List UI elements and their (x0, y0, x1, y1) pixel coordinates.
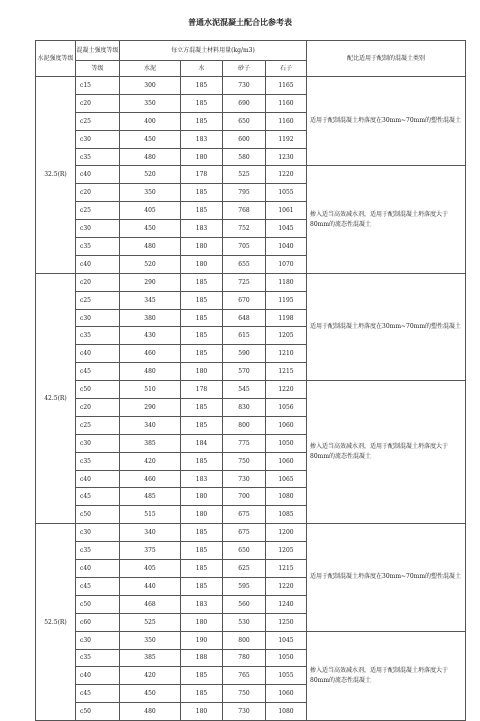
cement-cell: 385 (120, 649, 181, 667)
sand-cell: 750 (223, 685, 266, 703)
stone-cell: 1045 (266, 631, 307, 649)
cement-cell: 520 (120, 255, 181, 273)
cement-cell: 400 (120, 112, 181, 130)
water-cell: 185 (181, 416, 223, 434)
stone-cell: 1215 (266, 560, 307, 578)
grade-cell: c20 (76, 94, 120, 112)
grade-cell: c50 (76, 506, 120, 524)
water-cell: 185 (181, 524, 223, 542)
grade-cell: c45 (76, 363, 120, 381)
sand-cell: 600 (223, 130, 266, 148)
cement-cell: 350 (120, 94, 181, 112)
grade-cell: c20 (76, 184, 120, 202)
cement-cell: 350 (120, 631, 181, 649)
stone-cell: 1050 (266, 434, 307, 452)
grade-cell: c35 (76, 452, 120, 470)
stone-cell: 1160 (266, 94, 307, 112)
cement-cell: 460 (120, 345, 181, 363)
grade-cell: c30 (76, 130, 120, 148)
stone-cell: 1085 (266, 506, 307, 524)
cement-cell: 340 (120, 416, 181, 434)
sand-cell: 795 (223, 184, 266, 202)
water-cell: 185 (181, 345, 223, 363)
sand-cell: 560 (223, 595, 266, 613)
cement-cell: 430 (120, 327, 181, 345)
water-cell: 190 (181, 631, 223, 649)
cement-cell: 300 (120, 77, 181, 95)
cement-cell: 405 (120, 202, 181, 220)
sand-cell: 650 (223, 542, 266, 560)
grade-cell: c40 (76, 667, 120, 685)
cement-cell: 420 (120, 452, 181, 470)
sand-cell: 570 (223, 363, 266, 381)
mix-type-cell: 适用于配制混凝土坍落度在30mm~70mm的塑性混凝土 (307, 524, 466, 631)
cement-cell: 380 (120, 309, 181, 327)
cement-cell: 520 (120, 166, 181, 184)
cement-cell: 515 (120, 506, 181, 524)
stone-cell: 1210 (266, 345, 307, 363)
sand-cell: 768 (223, 202, 266, 220)
cement-strength-cell: 52.5(R) (36, 524, 76, 721)
grade-cell: c15 (76, 77, 120, 95)
sand-cell: 705 (223, 238, 266, 256)
stone-cell: 1055 (266, 184, 307, 202)
water-cell: 184 (181, 434, 223, 452)
stone-cell: 1200 (266, 524, 307, 542)
water-cell: 185 (181, 202, 223, 220)
water-cell: 180 (181, 488, 223, 506)
mix-type-cell: 掺入适当高效减水剂，适用于配制混凝土坍落度大于80mm的流态性混凝土 (307, 631, 466, 720)
stone-cell: 1061 (266, 202, 307, 220)
cement-cell: 405 (120, 560, 181, 578)
water-cell: 183 (181, 220, 223, 238)
water-cell: 180 (181, 363, 223, 381)
header-mix-type: 配比适用于配制的混凝土类别 (307, 41, 466, 77)
stone-cell: 1040 (266, 238, 307, 256)
stone-cell: 1045 (266, 220, 307, 238)
grade-cell: c50 (76, 595, 120, 613)
water-cell: 185 (181, 309, 223, 327)
water-cell: 185 (181, 560, 223, 578)
cement-cell: 450 (120, 685, 181, 703)
stone-cell: 1215 (266, 363, 307, 381)
grade-cell: c35 (76, 649, 120, 667)
grade-cell: c25 (76, 112, 120, 130)
cement-cell: 468 (120, 595, 181, 613)
grade-cell: c25 (76, 291, 120, 309)
sand-cell: 730 (223, 703, 266, 721)
sand-cell: 590 (223, 345, 266, 363)
water-cell: 180 (181, 703, 223, 721)
sand-cell: 580 (223, 148, 266, 166)
stone-cell: 1205 (266, 542, 307, 560)
sand-cell: 730 (223, 470, 266, 488)
grade-cell: c35 (76, 238, 120, 256)
stone-cell: 1065 (266, 470, 307, 488)
grade-cell: c40 (76, 345, 120, 363)
cement-cell: 375 (120, 542, 181, 560)
grade-cell: c40 (76, 255, 120, 273)
water-cell: 185 (181, 327, 223, 345)
cement-cell: 480 (120, 363, 181, 381)
cement-cell: 525 (120, 613, 181, 631)
water-cell: 185 (181, 685, 223, 703)
cement-cell: 480 (120, 148, 181, 166)
grade-cell: c60 (76, 613, 120, 631)
mix-type-cell: 适用于配制混凝土坍落度在30mm~70mm的塑性混凝土 (307, 77, 466, 166)
sand-cell: 800 (223, 631, 266, 649)
stone-cell: 1192 (266, 130, 307, 148)
water-cell: 183 (181, 595, 223, 613)
sand-cell: 725 (223, 273, 266, 291)
stone-cell: 1165 (266, 77, 307, 95)
sand-cell: 525 (223, 166, 266, 184)
cement-cell: 480 (120, 238, 181, 256)
stone-cell: 1220 (266, 577, 307, 595)
grade-cell: c30 (76, 524, 120, 542)
header-materials: 每立方混凝土材料用量(kg/m3) (120, 41, 307, 61)
sand-cell: 700 (223, 488, 266, 506)
header-water: 水 (181, 61, 223, 77)
cement-cell: 460 (120, 470, 181, 488)
sand-cell: 752 (223, 220, 266, 238)
water-cell: 185 (181, 667, 223, 685)
cement-cell: 420 (120, 667, 181, 685)
stone-cell: 1070 (266, 255, 307, 273)
header-sand: 砂子 (223, 61, 266, 77)
grade-cell: c40 (76, 560, 120, 578)
mix-type-cell: 掺入适当高效减水剂，适用于配制混凝土坍落度大于80mm的流态性混凝土 (307, 381, 466, 524)
stone-cell: 1080 (266, 488, 307, 506)
sand-cell: 545 (223, 381, 266, 399)
stone-cell: 1060 (266, 452, 307, 470)
stone-cell: 1220 (266, 381, 307, 399)
water-cell: 180 (181, 238, 223, 256)
table-row (36, 524, 466, 542)
sand-cell: 775 (223, 434, 266, 452)
water-cell: 180 (181, 255, 223, 273)
header-cement-strength: 水泥强度等级 (36, 41, 76, 77)
grade-cell: c35 (76, 542, 120, 560)
table-row (36, 77, 466, 95)
sand-cell: 670 (223, 291, 266, 309)
water-cell: 185 (181, 399, 223, 417)
stone-cell: 1250 (266, 613, 307, 631)
sand-cell: 615 (223, 327, 266, 345)
water-cell: 185 (181, 77, 223, 95)
grade-cell: c50 (76, 381, 120, 399)
grade-cell: c50 (76, 703, 120, 721)
grade-cell: c35 (76, 327, 120, 345)
cement-cell: 440 (120, 577, 181, 595)
grade-cell: c30 (76, 220, 120, 238)
water-cell: 178 (181, 381, 223, 399)
sand-cell: 750 (223, 452, 266, 470)
cement-cell: 485 (120, 488, 181, 506)
sand-cell: 830 (223, 399, 266, 417)
stone-cell: 1230 (266, 148, 307, 166)
water-cell: 185 (181, 291, 223, 309)
stone-cell: 1050 (266, 649, 307, 667)
stone-cell: 1080 (266, 703, 307, 721)
cement-cell: 510 (120, 381, 181, 399)
mix-type-cell: 适用于配制混凝土坍落度在30mm~70mm的塑性混凝土 (307, 273, 466, 380)
sand-cell: 625 (223, 560, 266, 578)
grade-cell: c30 (76, 434, 120, 452)
water-cell: 188 (181, 649, 223, 667)
stone-cell: 1198 (266, 309, 307, 327)
page-title: 普通水泥混凝土配合比参考表 (188, 17, 292, 27)
mix-type-cell: 掺入适当高效减水剂，适用于配制混凝土坍落度大于80mm的流态性混凝土 (307, 166, 466, 273)
stone-cell: 1060 (266, 416, 307, 434)
header-concrete-grade: 混凝土强度等级 (76, 41, 120, 61)
grade-cell: c25 (76, 202, 120, 220)
sand-cell: 800 (223, 416, 266, 434)
stone-cell: 1220 (266, 166, 307, 184)
grade-cell: c45 (76, 685, 120, 703)
sand-cell: 655 (223, 255, 266, 273)
grade-cell: c30 (76, 631, 120, 649)
grade-cell: c25 (76, 416, 120, 434)
cement-cell: 450 (120, 130, 181, 148)
stone-cell: 1056 (266, 399, 307, 417)
stone-cell: 1060 (266, 685, 307, 703)
sand-cell: 765 (223, 667, 266, 685)
header-stone: 石子 (266, 61, 307, 77)
table-row (36, 166, 466, 184)
sand-cell: 530 (223, 613, 266, 631)
grade-cell: c40 (76, 470, 120, 488)
sand-cell: 780 (223, 649, 266, 667)
sand-cell: 648 (223, 309, 266, 327)
grade-cell: c40 (76, 166, 120, 184)
water-cell: 185 (181, 273, 223, 291)
water-cell: 180 (181, 506, 223, 524)
stone-cell: 1240 (266, 595, 307, 613)
stone-cell: 1160 (266, 112, 307, 130)
grade-cell: c20 (76, 273, 120, 291)
water-cell: 185 (181, 452, 223, 470)
grade-cell: c45 (76, 577, 120, 595)
water-cell: 185 (181, 184, 223, 202)
mix-ratio-table (35, 40, 466, 721)
water-cell: 185 (181, 94, 223, 112)
water-cell: 180 (181, 148, 223, 166)
cement-cell: 290 (120, 273, 181, 291)
cement-cell: 345 (120, 291, 181, 309)
table-row (36, 273, 466, 291)
cement-strength-cell: 42.5(R) (36, 273, 76, 523)
water-cell: 185 (181, 542, 223, 560)
cement-strength-cell: 32.5(R) (36, 77, 76, 274)
stone-cell: 1180 (266, 273, 307, 291)
header-grade-sub: 等级 (76, 61, 120, 77)
cement-cell: 450 (120, 220, 181, 238)
sand-cell: 690 (223, 94, 266, 112)
cement-cell: 340 (120, 524, 181, 542)
water-cell: 183 (181, 470, 223, 488)
grade-cell: c35 (76, 148, 120, 166)
cement-cell: 290 (120, 399, 181, 417)
sand-cell: 650 (223, 112, 266, 130)
grade-cell: c20 (76, 399, 120, 417)
sand-cell: 675 (223, 524, 266, 542)
stone-cell: 1195 (266, 291, 307, 309)
water-cell: 185 (181, 112, 223, 130)
cement-cell: 385 (120, 434, 181, 452)
grade-cell: c30 (76, 309, 120, 327)
sand-cell: 730 (223, 77, 266, 95)
sand-cell: 675 (223, 506, 266, 524)
water-cell: 185 (181, 577, 223, 595)
stone-cell: 1205 (266, 327, 307, 345)
water-cell: 180 (181, 613, 223, 631)
table-row (36, 381, 466, 399)
cement-cell: 350 (120, 184, 181, 202)
table-row (36, 631, 466, 649)
grade-cell: c45 (76, 488, 120, 506)
water-cell: 183 (181, 130, 223, 148)
cement-cell: 480 (120, 703, 181, 721)
sand-cell: 595 (223, 577, 266, 595)
water-cell: 178 (181, 166, 223, 184)
stone-cell: 1055 (266, 667, 307, 685)
header-cement: 水泥 (120, 61, 181, 77)
